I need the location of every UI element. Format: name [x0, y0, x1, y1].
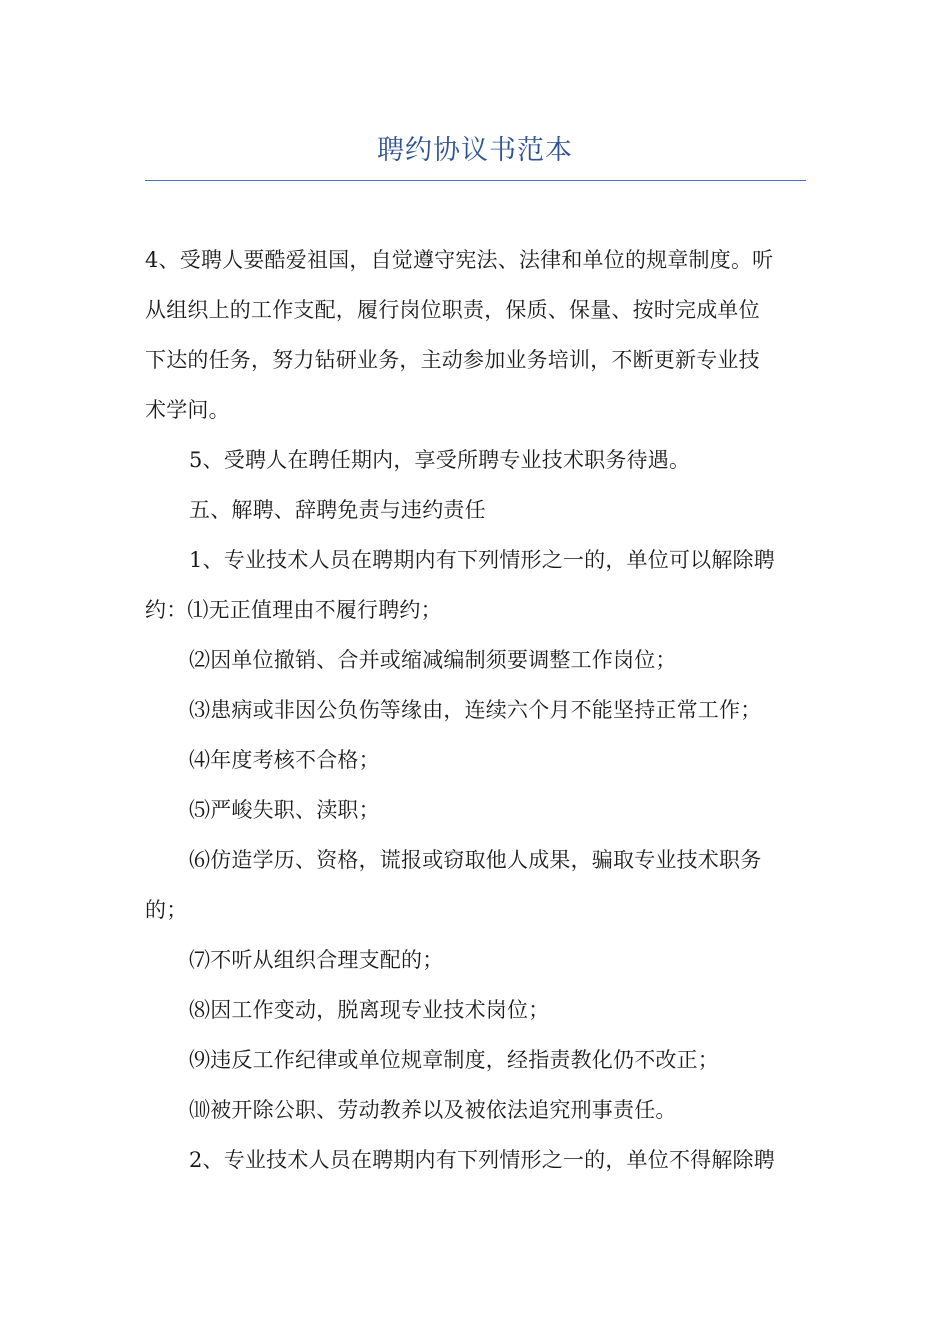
list-item: ⑽被开除公职、劳动教养以及被依法追究刑事责任。 [189, 1098, 677, 1122]
list-item: ⑺不听从组织合理支配的； [189, 948, 444, 972]
paragraph-line: 术学问。 [145, 398, 230, 422]
paragraph-line: 4、受聘人要酷爱祖国，自觉遵守宪法、法律和单位的规章制度。听 [145, 248, 774, 272]
list-item: ⑼违反工作纪律或单位规章制度，经指责教化仍不改正； [189, 1048, 719, 1072]
paragraph-line: 下达的任务，努力钻研业务，主动参加业务培训，不断更新专业技 [145, 348, 760, 372]
paragraph-line: 约：⑴无正值理由不履行聘约； [145, 598, 442, 622]
list-item: ⑸严峻失职、渎职； [189, 798, 380, 822]
document-body [145, 235, 806, 1185]
list-item: ⑶患病或非因公负伤等缘由，连续六个月不能坚持正常工作； [189, 698, 762, 722]
list-item: ⑷年度考核不合格； [189, 748, 380, 772]
paragraph-line: 2、专业技术人员在聘期内有下列情形之一的，单位不得解除聘 [189, 1148, 775, 1172]
paragraph-line: 从组织上的工作支配，履行岗位职责，保质、保量、按时完成单位 [145, 298, 760, 322]
paragraph-line: 1、专业技术人员在聘期内有下列情形之一的，单位可以解除聘 [189, 548, 775, 572]
title-underline [145, 180, 806, 181]
list-item: ⑻因工作变动，脱离现专业技术岗位； [189, 998, 550, 1022]
list-item: 的； [145, 898, 188, 922]
paragraph-line: 5、受聘人在聘任期内，享受所聘专业技术职务待遇。 [189, 448, 691, 472]
document-title: 聘约协议书范本 [377, 135, 573, 166]
list-item: ⑵因单位撤销、合并或缩减编制须要调整工作岗位； [189, 648, 677, 672]
list-item: ⑹仿造学历、资格，谎报或窃取他人成果，骗取专业技术职务 [189, 848, 762, 872]
section-heading: 五、解聘、辞聘免责与违约责任 [189, 498, 486, 522]
